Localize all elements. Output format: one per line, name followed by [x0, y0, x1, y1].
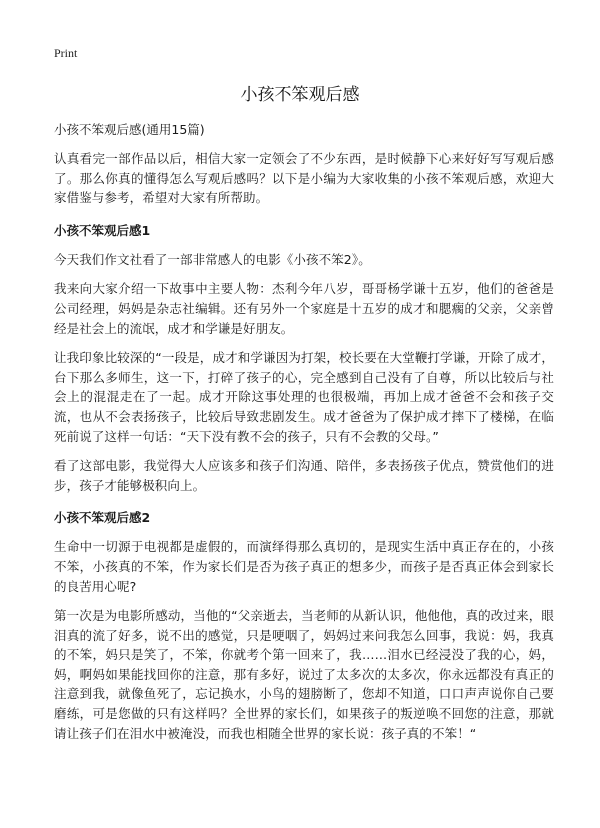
section-2-paragraph-1: 生命中一切源于电视都是虚假的，而演绎得那么真切的，是现实生活中真正存在的，小孩不笨，小孩真的不笨，作为家长们是否为孩子真正的想多少，而孩子是否真正体会到家长的良苦用心呢? [54, 539, 554, 594]
print-link[interactable]: Print [54, 46, 78, 60]
intro-paragraph: 认真看完一部作品以后，相信大家一定领会了不少东西，是时候静下心来好好写写观后感了。那么你真的懂得怎么写观后感吗？以下是小编为大家收集的小孩不笨观后感，欢迎大家借鉴与参考，希望对大家有所帮助。 [54, 151, 554, 206]
section-1-paragraph-3: 让我印象比较深的“一段是，成才和学谦因为打架，校长要在大堂鞭打学谦，开除了成才，台下那么多师生，这一下，打碎了孩子的心，完全感到自己没有了自尊，所以比较后与社会上的混混走在了一起。成才开除这事处理的也很极端，再加上成才爸爸不会和孩子交流，也从不会表扬孩子，比较后导致悲剧发生。成才爸爸为了保护成才摔下了楼梯，在临死前说了这样一句话：“天下没有教不会的孩子，只有不会教的父母。” [54, 350, 554, 444]
article-body [54, 120, 554, 753]
section-1-paragraph-4: 看了这部电影，我觉得大人应该多和孩子们沟通、陪伴，多表扬孩子优点，赞赏他们的进步，孩子才能够极积向上。 [54, 458, 554, 493]
page-title: 小孩不笨观后感 [240, 85, 360, 105]
section-1-paragraph-2: 我来向大家介绍一下故事中主要人物：杰利今年八岁，哥哥杨学谦十五岁，他们的爸爸是公司经理，妈妈是杂志社编辑。还有另外一个家庭是十五岁的成才和腮瘸的父亲，父亲曾经是社会上的流氓，成才和学谦是好朋友。 [54, 281, 554, 336]
section-heading-1: 小孩不笨观后感1 [54, 222, 151, 238]
section-heading-2: 小孩不笨观后感2 [54, 510, 151, 526]
section-2-paragraph-2: 第一次是为电影所感动，当他的“父亲逝去，当老师的从新认识，他他他，真的改过来，眼泪真的流了好多，说不出的感觉，只是哽咽了，妈妈过来问我怎么回事，我说：妈，我真的不笨，妈只是笑了，不笨，你就考个第一回来了，我……泪水已经浸没了我的心，妈，妈，啊妈如果能找回你的注意，那有多好，说过了太多次的太多次，你永远都没有真正的注意到我，就像鱼死了，忘记换水，小鸟的翅膀断了，您却不知道，口口声声说你自己要磨练，可是您做的只有这样吗？全世界的家长们，如果孩子的叛逆唤不回您的注意，那就请让孩子们在泪水中被淹没，而我也相随全世界的家长说：孩子真的不笨！“ [54, 608, 554, 741]
section-1-paragraph-1: 今天我们作文社看了一部非常感人的电影《小孩不笨2》。 [54, 251, 371, 267]
article-subtitle: 小孩不笨观后感(通用15篇) [54, 122, 205, 137]
